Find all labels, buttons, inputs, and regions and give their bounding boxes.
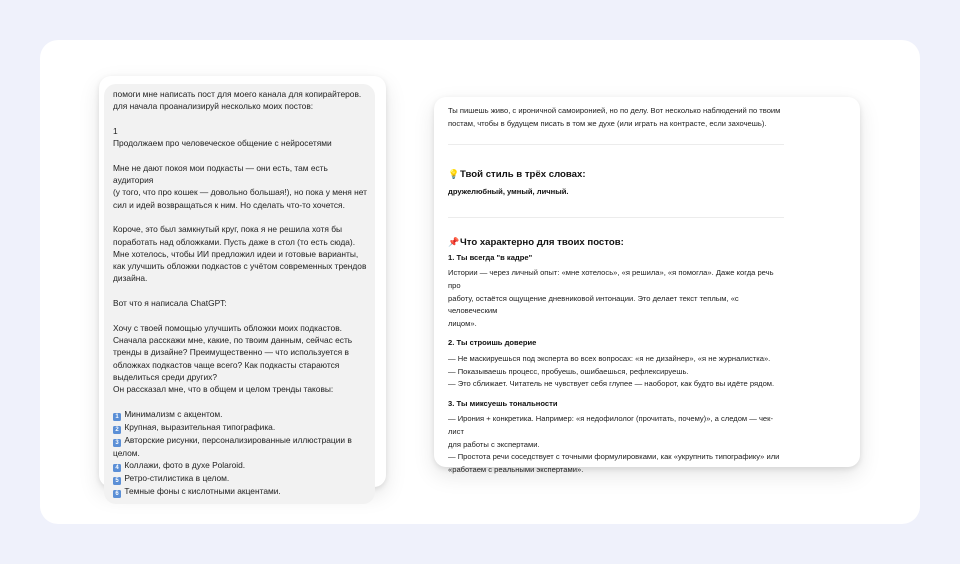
number-1-icon: 1 <box>113 413 121 421</box>
traits-heading: 📌Что характерно для твоих постов: <box>448 236 624 248</box>
number-6-icon: 6 <box>113 490 121 498</box>
point-title: 1. Ты всегда "в кадре" <box>448 252 533 262</box>
user-message-card <box>99 76 386 498</box>
number-4-icon: 4 <box>113 464 121 472</box>
intro-line: Ты пишешь живо, с ироничной самоиронией, но по делу. Вот несколько наблюдений по твоим <box>448 106 781 115</box>
number-2-icon: 2 <box>113 426 121 434</box>
message-line: сил и идей возвращаться к ним. Но сделать что-то хочется. <box>113 199 345 210</box>
user-message-bubble <box>104 84 375 504</box>
assistant-response <box>448 105 784 476</box>
trend-item-continuation: целом. <box>113 447 140 458</box>
number-3-icon: 3 <box>113 439 121 447</box>
point-line: Истории — через личный опыт: «мне хотелось», «я решила», «я помогла». Даже когда речь про <box>448 268 774 290</box>
point-line: — Не маскируешься под эксперта во всех вопросах: «я не дизайнер», «я не журналистка». <box>448 353 771 363</box>
trend-item: 4 Коллажи, фото в духе Polaroid. <box>113 459 367 472</box>
trend-item: 5 Ретро-стилистика в целом. <box>113 472 367 485</box>
lightbulb-icon: 💡 <box>448 169 460 180</box>
message-line: для начала проанализируй несколько моих постов: <box>113 101 314 112</box>
trend-item: 3 Авторские рисунки, персонализированные иллюстрации в <box>113 434 367 447</box>
number-5-icon: 5 <box>113 477 121 485</box>
style-words: дружелюбный, умный, личный. <box>448 187 569 197</box>
message-line: Вот что я написала ChatGPT: <box>113 298 227 309</box>
message-line: Короче, это был замкнутый круг, пока я не решила хотя бы <box>113 224 343 235</box>
point-line: «работаем с реальными экспертами». <box>448 464 584 474</box>
pushpin-icon: 📌 <box>448 236 460 247</box>
message-line: тренды в дизайне? Преимущественно — что используется в <box>113 347 349 358</box>
point-line: — Простота речи соседствует с точными формулировками, как «укрупнить типографику» или <box>448 452 780 462</box>
message-line: как улучшить обложки подкастов с учётом современных трендов <box>113 261 367 272</box>
intro-line: постам, чтобы в будущем писать в том же духе (или играть на контрасте, если захочешь). <box>448 118 767 128</box>
point-line: — Показываешь процесс, пробуешь, ошибаешься, рефлексируешь. <box>448 366 689 376</box>
message-line: Он рассказал мне, что в общем и целом тренды таковы: <box>113 384 334 395</box>
message-line: помоги мне написать пост для моего канала для копирайтеров. <box>113 89 362 99</box>
message-line: (у того, что про кошек — довольно большая!), но пока у меня нет <box>113 187 367 198</box>
point-line: для работы с экспертами. <box>448 439 540 449</box>
point-line: — Это сближает. Читатель не чувствует себя глупее — наоборот, как будто вы идёте рядом. <box>448 379 775 389</box>
message-line: Мне не дают покоя мои подкасты — они есть, там есть аудитория <box>113 162 328 186</box>
message-line: Хочу с твоей помощью улучшить обложки моих подкастов. <box>113 322 342 333</box>
message-line: выделиться среди других? <box>113 371 217 382</box>
trend-item: 2 Крупная, выразительная типографика. <box>113 421 367 434</box>
point-title: 2. Ты строишь доверие <box>448 338 537 348</box>
assistant-response-card <box>434 97 860 474</box>
message-line: Мне хотелось, чтобы ИИ предложил идеи и готовые варианты, <box>113 248 359 259</box>
message-line: Продолжаем про человеческое общение с нейросетями <box>113 138 332 149</box>
message-line: поработать над обложками. Пусть даже в стол (то есть сюда). <box>113 236 356 247</box>
message-line: обложках подкастов чаще всего? Как подкасты стараются <box>113 359 340 370</box>
message-line: 1 <box>113 125 118 136</box>
message-line: Сначала расскажи мне, какие, по твоим данным, сейчас есть <box>113 334 353 345</box>
style-heading: 💡Твой стиль в трёх словах: <box>448 169 586 181</box>
trend-item: 1 Минимализм с акцентом. <box>113 408 367 421</box>
point-line: работу, остаётся ощущение дневниковой интонации. Это делает текст теплым, «с человеческим <box>448 293 739 316</box>
message-line: дизайна. <box>113 273 148 284</box>
point-line: лицом». <box>448 318 477 328</box>
point-title: 3. Ты миксуешь тональности <box>448 398 558 408</box>
point-line: — Ирония + конкретика. Например: «я недофилолог (прочитать, почему)», а следом — чек-лист <box>448 414 773 436</box>
trend-item: 6 Темные фоны с кислотными акцентами. <box>113 485 367 498</box>
